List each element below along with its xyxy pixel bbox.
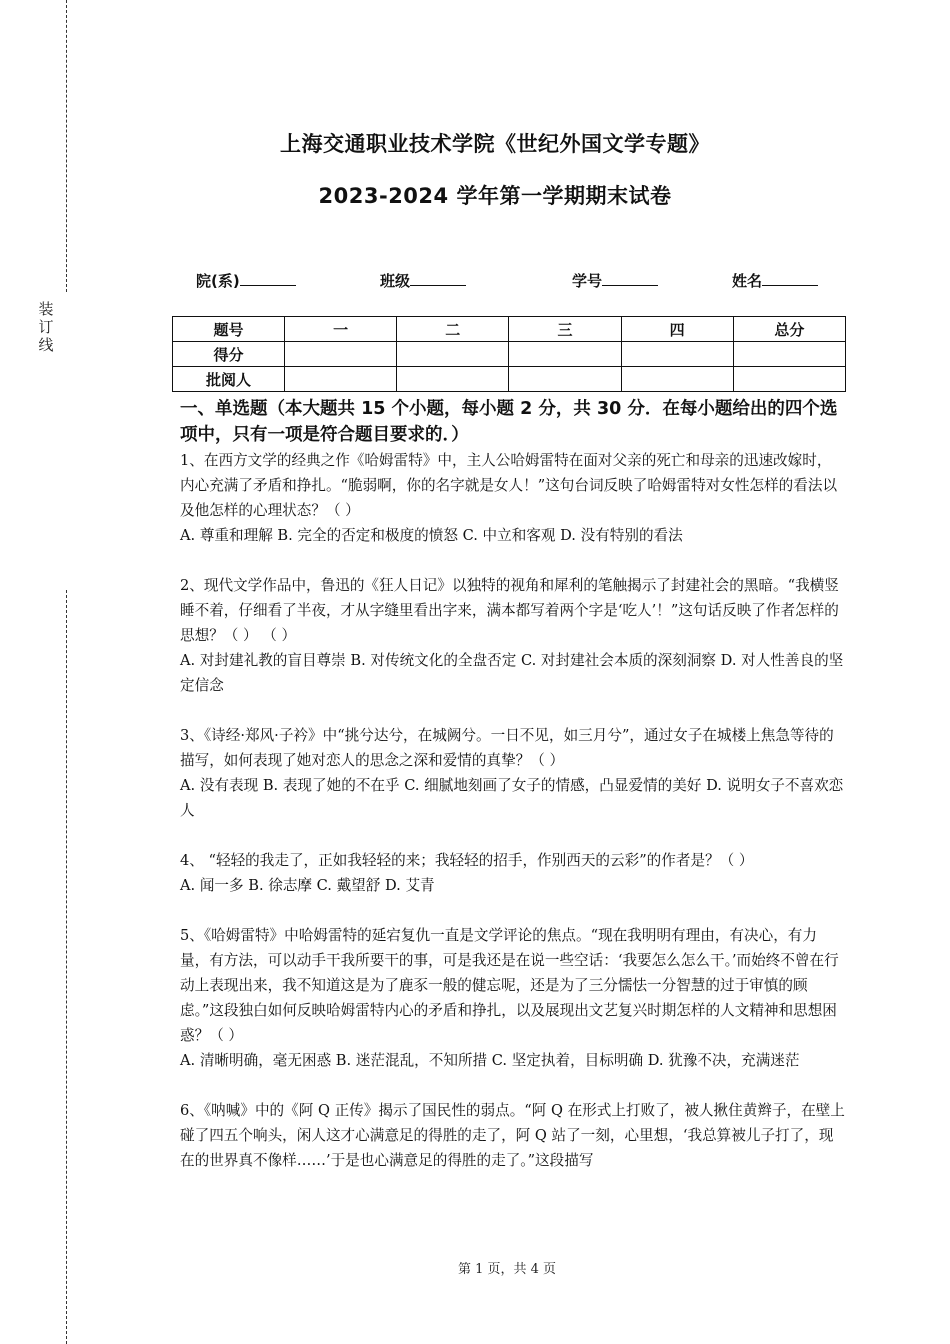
question <box>180 573 845 698</box>
score-row-label: 得分 <box>173 342 285 367</box>
name-blank[interactable] <box>762 270 818 286</box>
reviewer-cell[interactable] <box>733 367 845 392</box>
department-blank[interactable] <box>240 270 296 286</box>
question-options: A. 尊重和理解 B. 完全的否定和极度的愤怒 C. 中立和客观 D. 没有特别的看法 <box>180 527 683 544</box>
class-label: 班级 <box>380 272 411 290</box>
exam-title: 上海交通职业技术学院《世纪外国文学专题》 <box>280 132 710 156</box>
question-options: A. 闻一多 B. 徐志摩 C. 戴望舒 D. 艾青 <box>180 877 435 894</box>
question-options: A. 没有表现 B. 表现了她的不在乎 C. 细腻地刻画了女子的情感，凸显爱情的美好 D. 说明女子不喜欢恋人 <box>180 777 844 819</box>
reviewer-row <box>173 367 846 392</box>
score-cell[interactable] <box>621 342 733 367</box>
binding-char: 订 <box>38 318 54 336</box>
question-stem: 4、 “轻轻的我走了，正如我轻轻的来；我轻轻的招手，作别西天的云彩”的作者是？（ ） <box>180 852 754 869</box>
student-id-field[interactable] <box>572 270 658 291</box>
question-options: A. 对封建礼教的盲目尊崇 B. 对传统文化的全盘否定 C. 对封建社会本质的深刻洞察 D. 对人性善良的坚定信念 <box>180 652 844 694</box>
question-stem: 3、《诗经·郑风·子衿》中“挑兮达兮，在城阙兮。一日不见，如三月兮”，通过女子在城楼上焦急等待的描写，如何表现了她对恋人的思念之深和爱情的真挚？（ ） <box>180 727 834 769</box>
binding-label <box>36 300 56 354</box>
score-table-header: 总分 <box>733 317 845 342</box>
department-label: 院(系) <box>196 272 240 290</box>
question <box>180 1098 845 1173</box>
score-cell[interactable] <box>509 342 621 367</box>
student-info-row <box>0 270 950 292</box>
question-stem: 6、《呐喊》中的《阿 Q 正传》揭示了国民性的弱点。“阿 Q 在形式上打败了，被人揪住黄辫子，在壁上碰了四五个响头，闲人这才心满意足的得胜的走了，阿 Q 站了一刻，心里想，‘我总算被儿子打了，现在的世界真不像样……’于是也心满意足的得胜的走了。”这段描写 <box>180 1102 845 1169</box>
class-field[interactable] <box>380 270 466 291</box>
section-heading: 一、单选题（本大题共 15 个小题，每小题 2 分，共 30 分．在每小题给出的四个选项中，只有一项是符合题目要求的．） <box>180 399 838 445</box>
score-table-header: 三 <box>509 317 621 342</box>
question <box>180 848 845 898</box>
score-table-header: 题号 <box>173 317 285 342</box>
department-field[interactable] <box>196 270 296 291</box>
question-stem: 1、在西方文学的经典之作《哈姆雷特》中，主人公哈姆雷特在面对父亲的死亡和母亲的迅速改嫁时，内心充满了矛盾和挣扎。“脆弱啊，你的名字就是女人！”这句台词反映了哈姆雷特对女性怎样的看法以及他怎样的心理状态？（ ） <box>180 452 838 519</box>
score-table <box>172 316 846 392</box>
exam-content <box>180 396 845 1198</box>
page-number: 第 1 页，共 4 页 <box>457 1262 557 1277</box>
score-row <box>173 342 846 367</box>
score-cell[interactable] <box>397 342 509 367</box>
question <box>180 448 845 548</box>
name-label: 姓名 <box>732 272 763 290</box>
reviewer-cell[interactable] <box>285 367 397 392</box>
question-stem: 2、现代文学作品中，鲁迅的《狂人日记》以独特的视角和犀利的笔触揭示了封建社会的黑暗。“我横竖睡不着，仔细看了半夜，才从字缝里看出字来，满本都写着两个字是‘吃人’！”这句话反映了作者怎样的思想？（ ） （ ） <box>180 577 839 644</box>
student-id-label: 学号 <box>572 272 603 290</box>
reviewer-cell[interactable] <box>621 367 733 392</box>
score-cell[interactable] <box>733 342 845 367</box>
question <box>180 923 845 1073</box>
question-options: A. 清晰明确，毫无困惑 B. 迷茫混乱，不知所措 C. 坚定执着，目标明确 D. 犹豫不决，充满迷茫 <box>180 1052 800 1069</box>
score-table-header: 二 <box>397 317 509 342</box>
class-blank[interactable] <box>410 270 466 286</box>
reviewer-cell[interactable] <box>509 367 621 392</box>
binding-char: 装 <box>38 300 54 318</box>
score-table-header: 一 <box>285 317 397 342</box>
name-field[interactable] <box>732 270 818 291</box>
reviewer-row-label: 批阅人 <box>173 367 285 392</box>
binding-char: 线 <box>38 336 54 354</box>
score-table-header: 四 <box>621 317 733 342</box>
exam-subtitle: 2023-2024 学年第一学期期末试卷 <box>318 184 672 208</box>
question-stem: 5、《哈姆雷特》中哈姆雷特的延宕复仇一直是文学评论的焦点。“现在我明明有理由，有决心，有力量，有方法，可以动手干我所要干的事，可是我还是在说一些空话：‘我要怎么怎么干。’而始终不曾在行动上表现出来，我不知道这是为了鹿豕一般的健忘呢，还是为了三分懦怯一分智慧的过于审慎的顾虑。”这段独白如何反映哈姆雷特内心的矛盾和挣扎，以及展现出文艺复兴时期怎样的人文精神和思想困惑？（ ） <box>180 927 839 1044</box>
score-table-header-row <box>173 317 846 342</box>
student-id-blank[interactable] <box>602 270 658 286</box>
reviewer-cell[interactable] <box>397 367 509 392</box>
score-cell[interactable] <box>285 342 397 367</box>
question <box>180 723 845 823</box>
binding-dashed-line-bottom <box>66 590 67 1344</box>
